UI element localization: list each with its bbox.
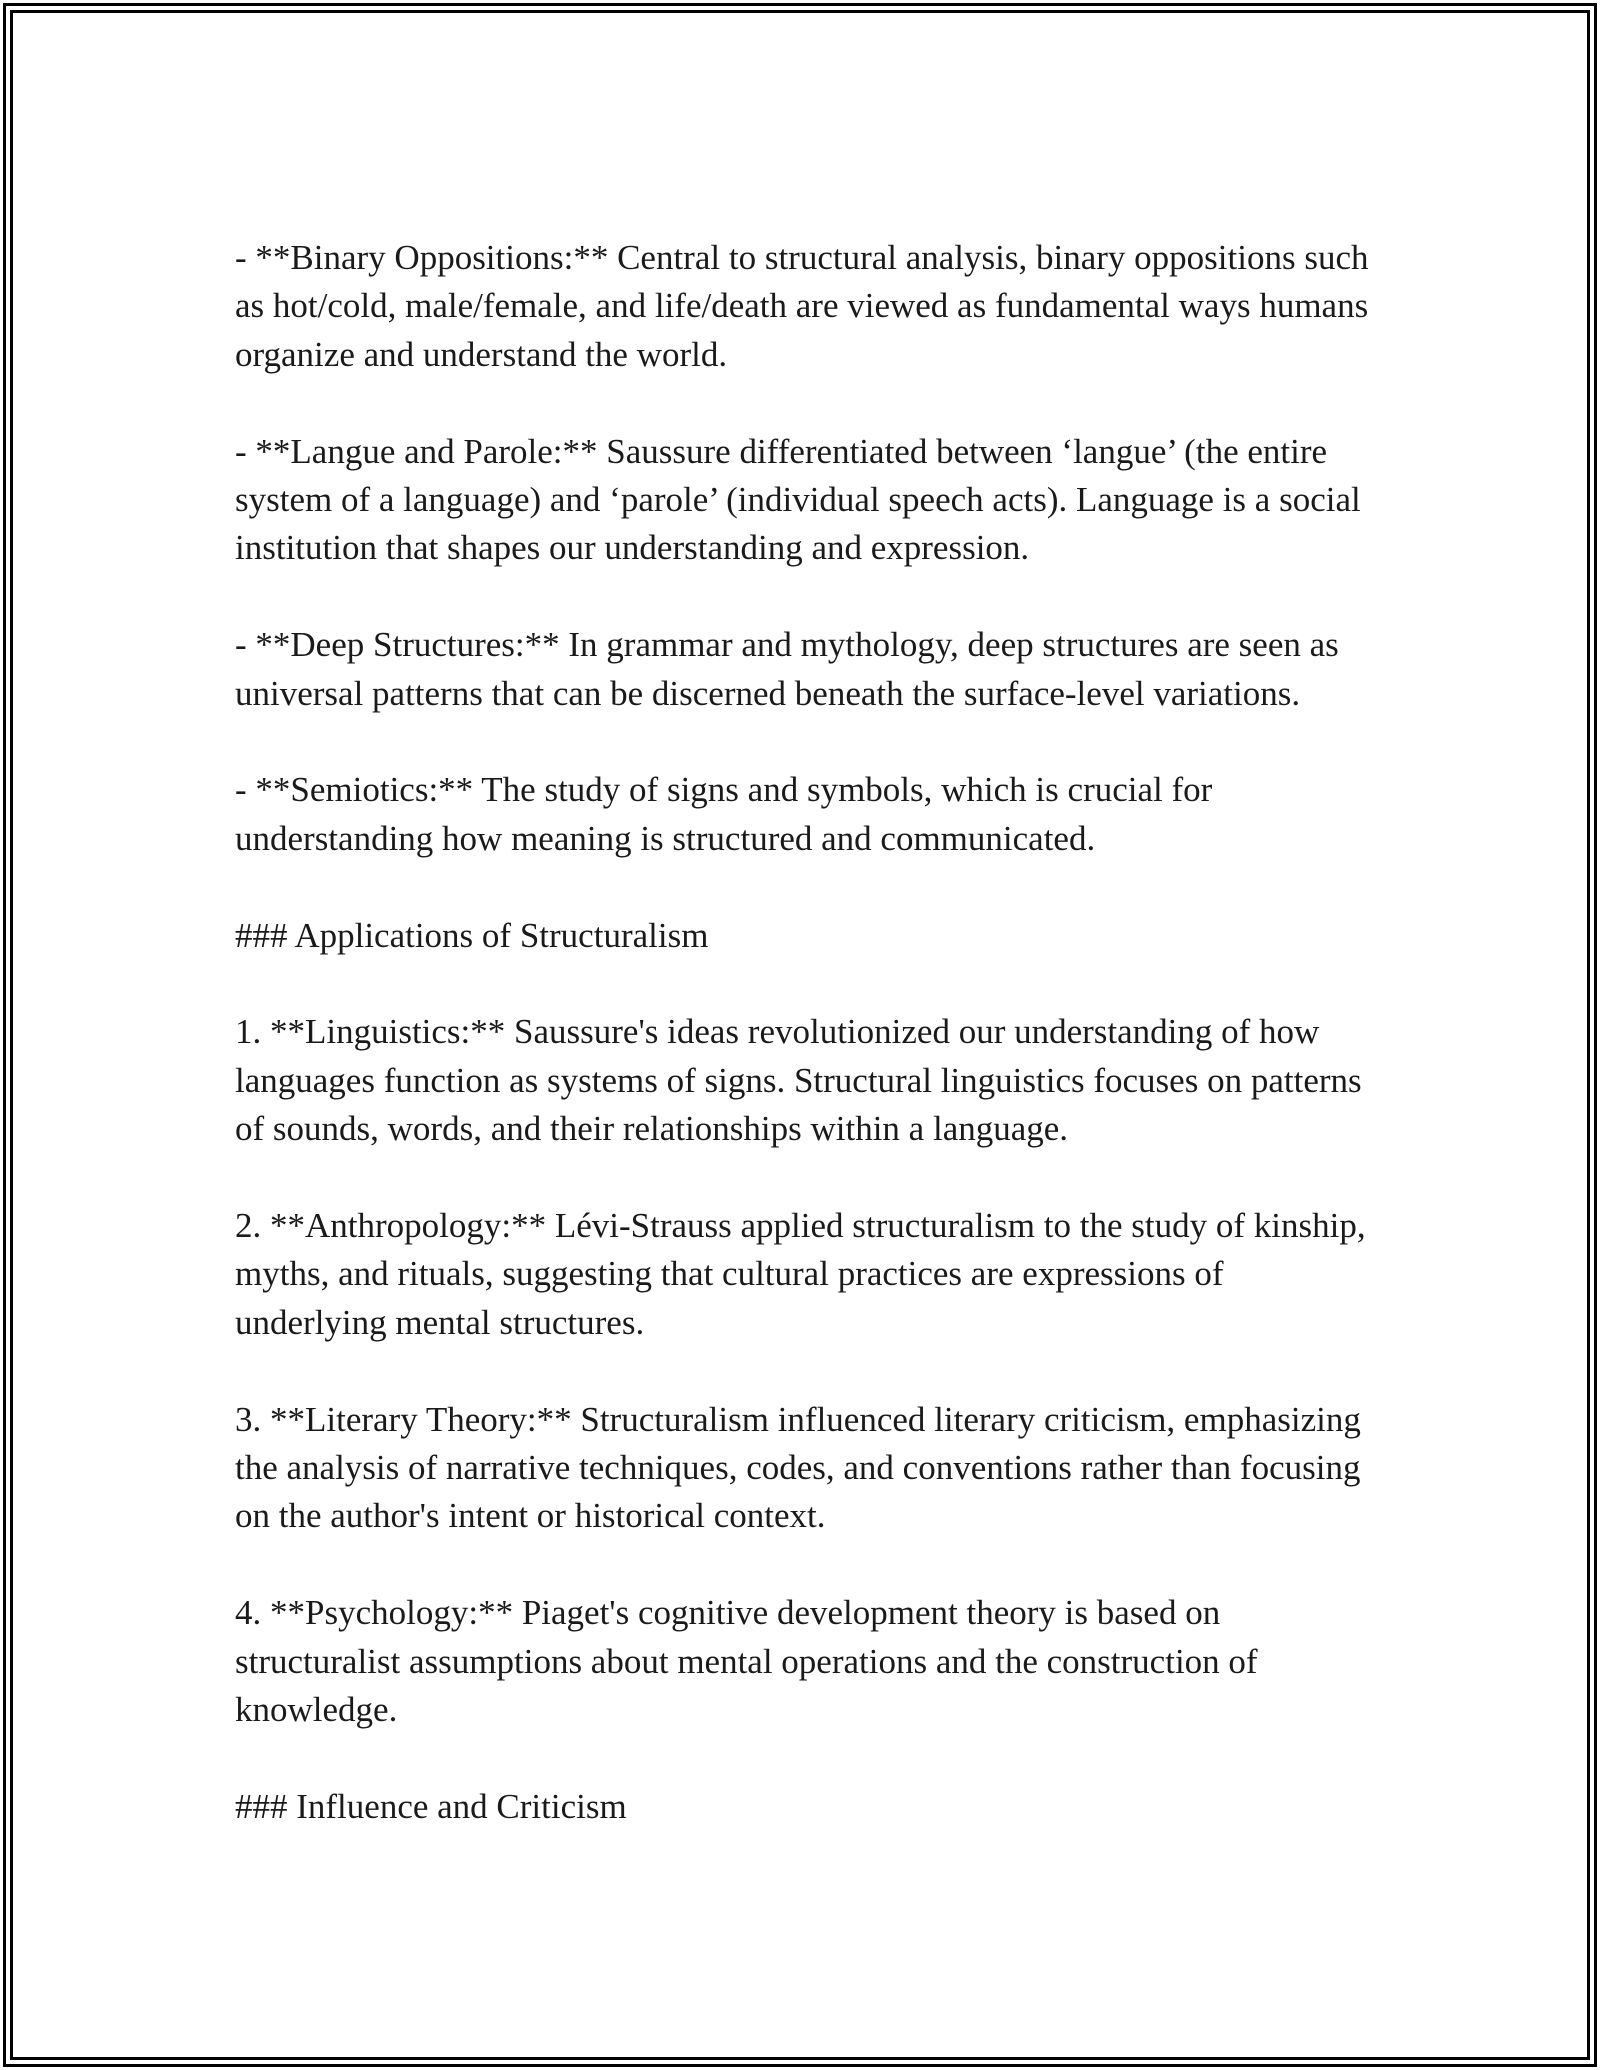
item-literary-theory: 3. **Literary Theory:** Structuralism influenced literary criticism, emphasizing the analysis of narrative techniques, codes, and conventions rather than focusing on the author's intent or historical context. [235, 1399, 1370, 1536]
heading-influence-and-criticism: ### Influence and Criticism [235, 1786, 627, 1826]
item-linguistics: 1. **Linguistics:** Saussure's ideas revolutionized our understanding of how languages function as systems of signs. Structural linguistics focuses on patterns of sounds, words, and their relationships within a language. [235, 1012, 1371, 1149]
bullet-semiotics: - **Semiotics:** The study of signs and symbols, which is crucial for understanding how meaning is structured and communicated. [235, 770, 1222, 858]
bullet-langue-and-parole: - **Langue and Parole:** Saussure differentiated between ‘langue’ (the entire system of a language) and ‘parole’ (individual speech acts). Language is a social institution that shapes our understanding and expression. [235, 431, 1370, 568]
bullet-binary-oppositions: - **Binary Oppositions:** Central to structural analysis, binary oppositions such as hot/cold, male/female, and life/death are viewed as fundamental ways humans organize and understand the world. [235, 238, 1378, 374]
bullet-deep-structures: - **Deep Structures:** In grammar and mythology, deep structures are seen as universal patterns that can be discerned beneath the surface-level variations. [235, 625, 1348, 713]
document-body [235, 234, 1378, 1831]
item-anthropology: 2. **Anthropology:** Lévi-Strauss applied structuralism to the study of kinship, myths, and rituals, suggesting that cultural practices are expressions of underlying mental structures. [235, 1206, 1375, 1342]
item-psychology: 4. **Psychology:** Piaget's cognitive development theory is based on structuralist assumptions about mental operations and the construction of knowledge. [235, 1593, 1267, 1730]
heading-applications: ### Applications of Structuralism [235, 915, 709, 955]
